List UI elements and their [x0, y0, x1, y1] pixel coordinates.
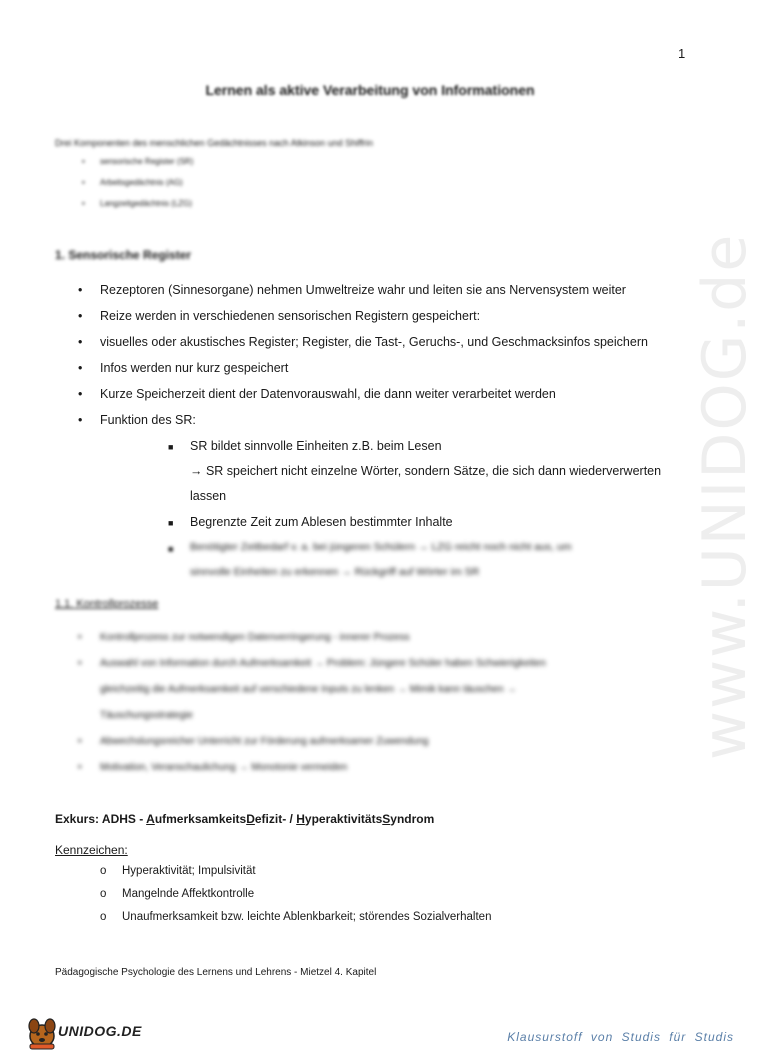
intro-text: Drei Komponenten des menschlichen Gedächtnisses nach Atkinson und Shiffrin — [55, 138, 374, 148]
document-page: www.UNIDOG.de 1 Lernen als aktive Verarbeitung von Informationen Drei Komponenten des menschlichen Gedächtnisses nach Atkinson und Shiffrin • sensorische Register (SR) • Arbeitsgedächtnis (AG) • Langzeitgedächtnis (LZG) 1. Sensorische Register • Rezeptoren (Sinnesorgane) nehmen Umweltreize wahr und leiten sie ans Nervensystem weiter • Reize werden in verschiedenen sensorischen Registern gespeichert: • visuelles oder akustisches Register; Register, die Tast-, Geruchs-, und Geschmacksinfos speichern • Infos werden nur kurz gespeichert • Kurze Speicherzeit dient der Datenvorauswahl, die dann weiter verarbeitet werden • Funktion des SR: ■ SR bildet sinnvolle Einheiten z.B. beim Lesen → SR speichert nicht einzelne Wörter, sondern Sätze, die sich dann wiederverwerten lassen ■ Begrenzte Zeit zum Ablesen bestimmter Inhalte ■ Benötigter Zeitbedarf v. a. bei jüngeren Schülern → LZG reicht noch nicht aus, um sinnvolle Einheiten zu erkennen → Rückgriff auf Wörter im SR 1.1. Kontrollprozesse • Kontrollprozess zur notwendigen Datenverringerung - innerer Prozess • Auswahl von Information durch Aufmerksamkeit → Problem: Jüngere Schüler haben Schwierigkeiten gleichzeitig die Aufmerksamkeit auf verschiedene Inputs zu lenken → Mimik kann täuschen → Täuschungsstrategie • Abwechslungsreicher Unterricht zur Förderung aufmerksamer Zuwendung • Motivation, Veranschaulichung → Monotonie vermeiden Exkurs: ADHS - AufmerksamkeitsDefizit- / HyperaktivitätsSyndrom Kennzeichen: o Hyperaktivität; Impulsivität o Mangelnde Affektkontrolle o Unaufmerksamkeit bzw. leichte Ablenkbarkeit; störendes Sozialverhalten Pädagogische Psychologie des Lernens und Lehrens - Mietzel 4. Kapitel UNIDOG.DE Klausurstoff von Studis für Studis — [0, 0, 750, 1060]
footer-slogan: Klausurstoff von Studis für Studis — [507, 1030, 734, 1044]
components-list — [82, 157, 193, 220]
kennzeichen-heading: Kennzeichen: — [55, 843, 128, 857]
subsection-heading: 1.1. Kontrollprozesse — [55, 598, 159, 610]
section-heading: 1. Sensorische Register — [55, 248, 192, 262]
page-number: 1 — [678, 46, 686, 61]
sub-item: Begrenzte Zeit zum Ablesen bestimmter Inhalte — [190, 515, 453, 529]
list-item: • Arbeitsgedächtnis (AG) — [82, 178, 193, 199]
square-bullet: ■ — [168, 544, 174, 554]
sub-item-arrow-cont: lassen — [190, 489, 227, 503]
watermark-text: www.UNIDOG.de — [690, 232, 760, 760]
sub-item: SR bildet sinnvolle Einheiten z.B. beim Lesen — [190, 439, 442, 453]
list-item: • sensorische Register (SR) — [82, 157, 193, 178]
sub-item-blurred-cont: sinnvolle Einheiten zu erkennen → Rückgriff auf Wörter im SR — [190, 566, 480, 578]
source-note: Pädagogische Psychologie des Lernens und Lehrens - Mietzel 4. Kapitel — [55, 967, 377, 978]
document-title: Lernen als aktive Verarbeitung von Informationen — [205, 82, 535, 98]
square-bullet: ■ — [168, 442, 174, 452]
exkurs-heading: Exkurs: ADHS - AufmerksamkeitsDefizit- / HyperaktivitätsSyndrom — [55, 812, 435, 826]
sub-item-arrow: → SR speichert nicht einzelne Wörter, sondern Sätze, die sich dann wiederverwerten — [190, 464, 662, 478]
square-bullet: ■ — [168, 518, 174, 528]
list-item: • Langzeitgedächtnis (LZG) — [82, 199, 193, 220]
logo-text: UNIDOG.DE — [58, 1023, 142, 1039]
sub-item-blurred: Benötigter Zeitbedarf v. a. bei jüngeren Schülern → LZG reicht noch nicht aus, um — [190, 541, 572, 553]
